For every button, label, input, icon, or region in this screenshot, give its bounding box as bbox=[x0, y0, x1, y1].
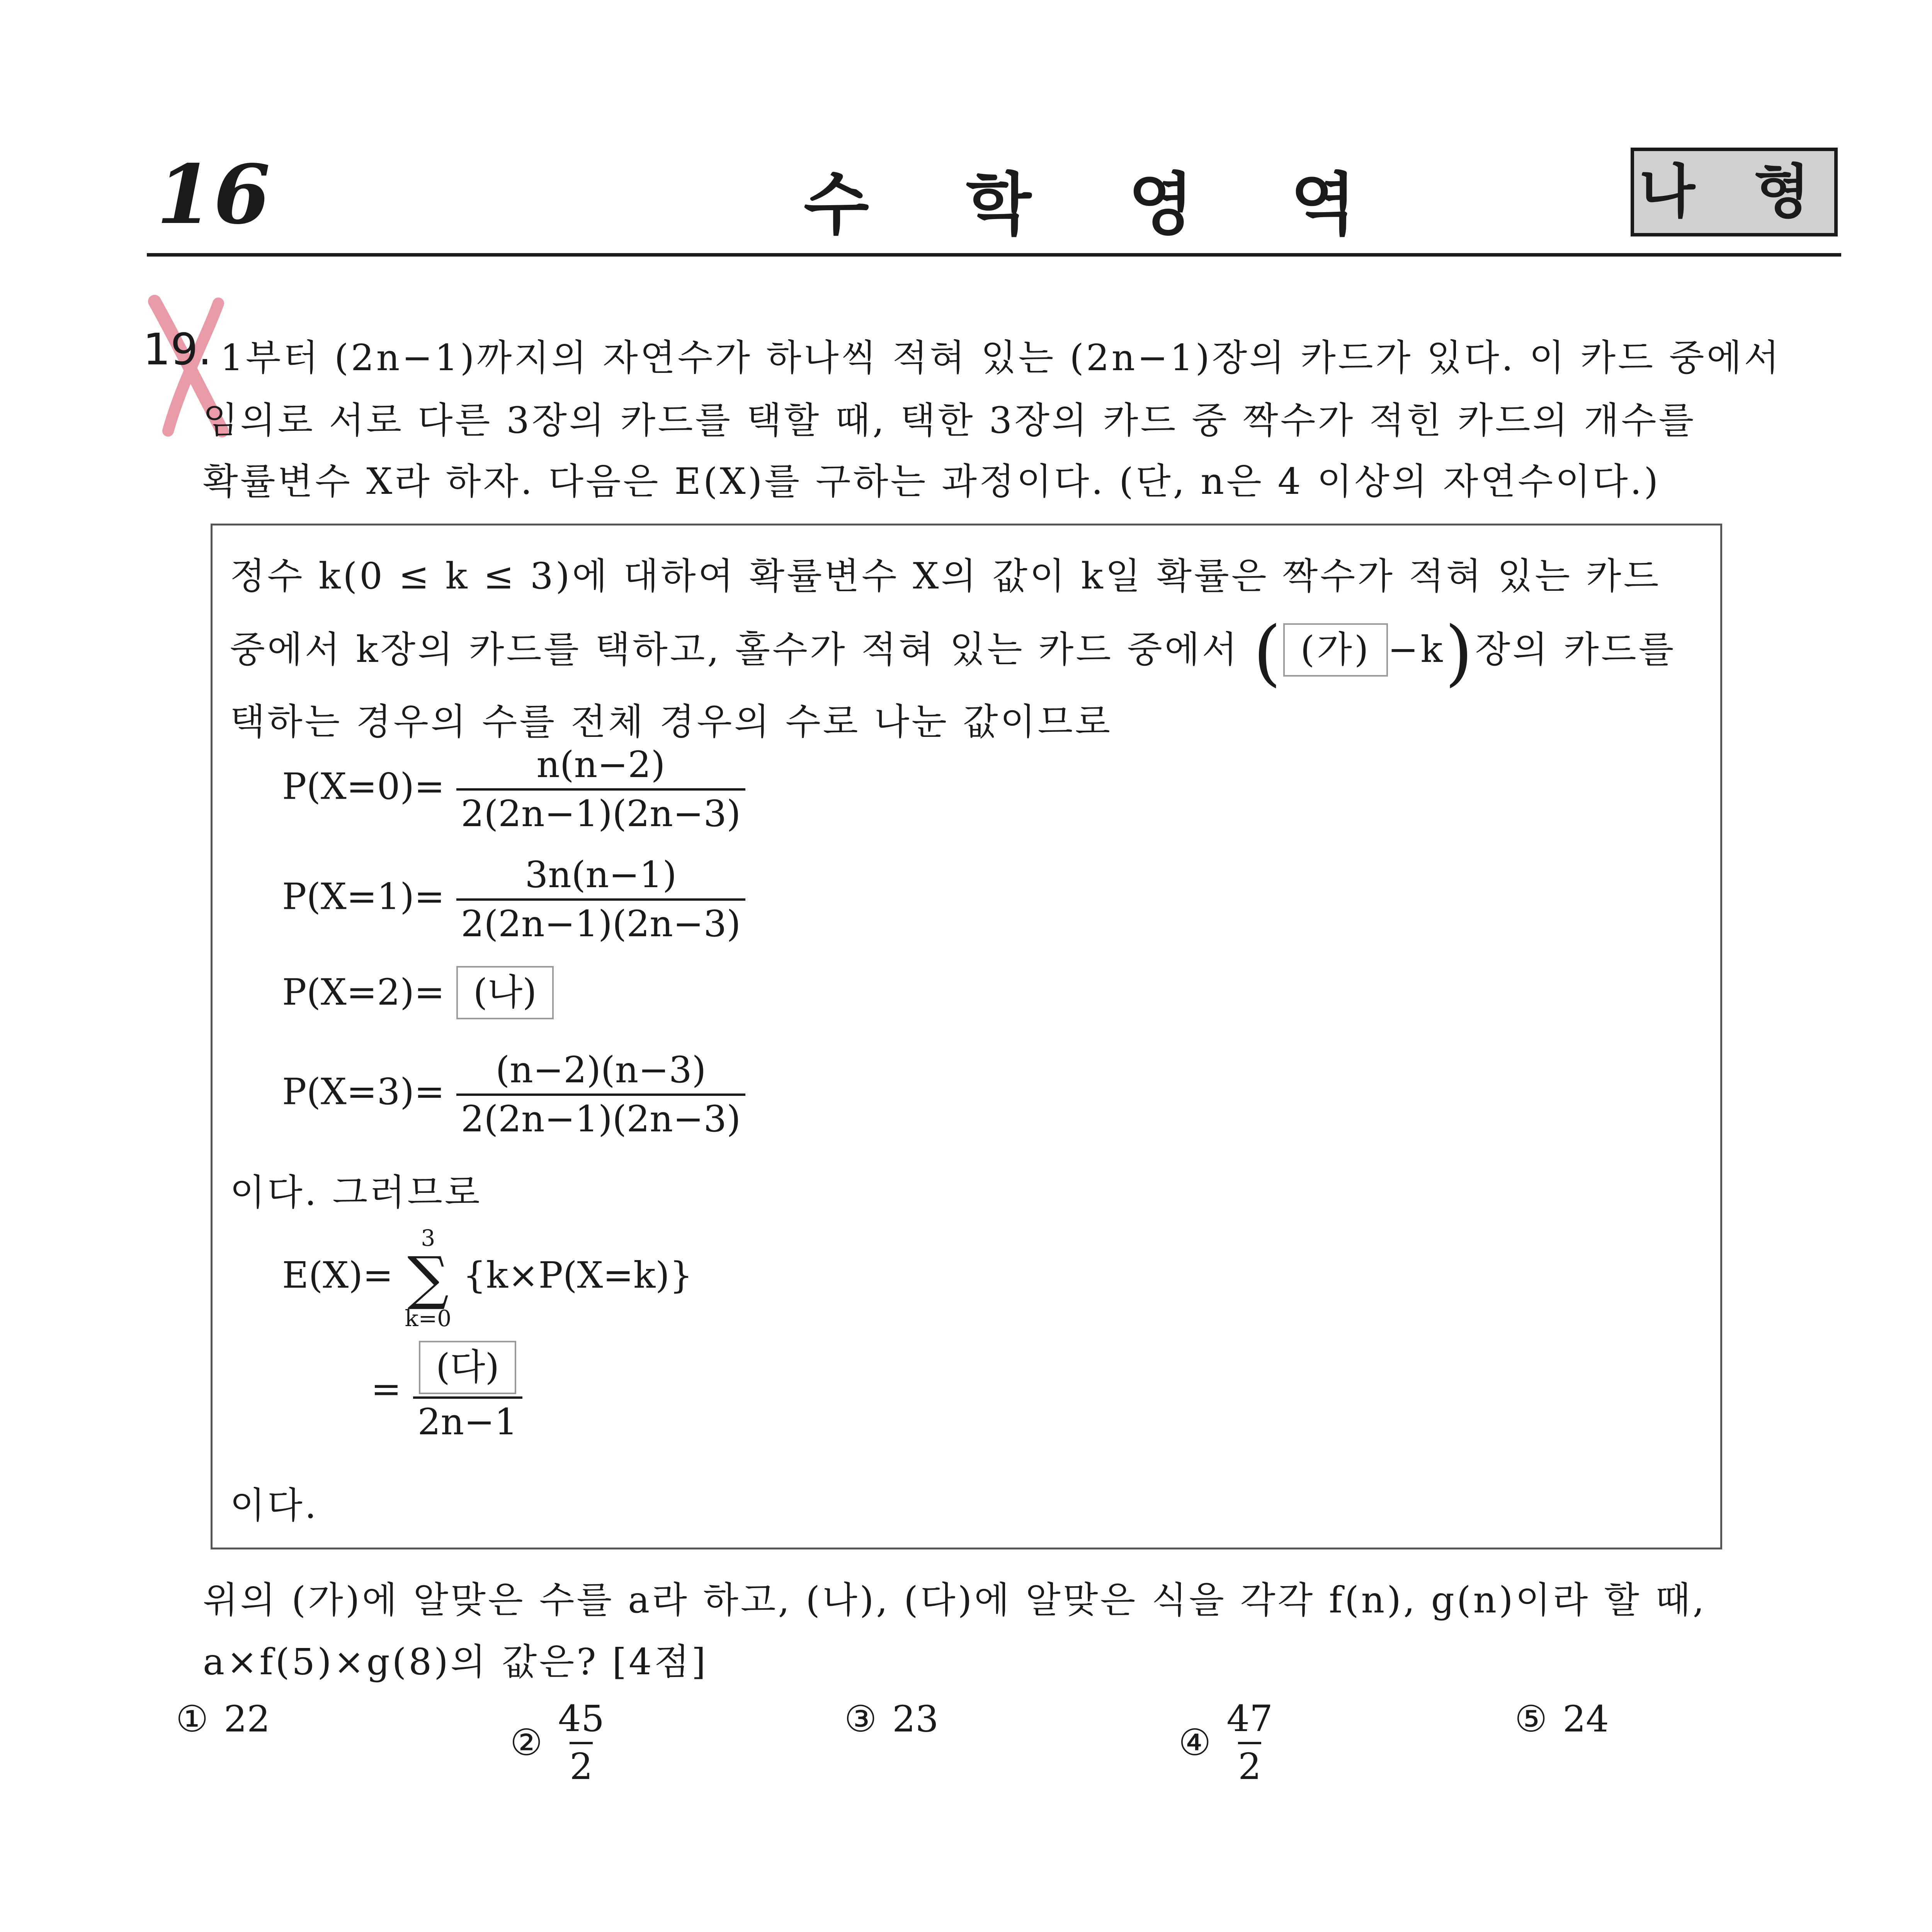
expectation-result bbox=[371, 1341, 522, 1443]
choice-5-marker: ⑤ bbox=[1515, 1698, 1548, 1740]
choice-4-marker: ④ bbox=[1179, 1722, 1211, 1764]
choice-3-value: 23 bbox=[892, 1698, 939, 1740]
question-line-2: a×f(5)×g(8)의 값은? [4점] bbox=[203, 1641, 708, 1683]
header-divider bbox=[147, 253, 1841, 257]
open-paren: ( bbox=[1253, 611, 1284, 694]
close-paren: ) bbox=[1445, 611, 1475, 694]
prob-x1-denominator: 2(2n−1)(2n−3) bbox=[456, 898, 745, 945]
blank-na: (나) bbox=[456, 966, 554, 1019]
prob-x3-denominator: 2(2n−1)(2n−3) bbox=[456, 1094, 745, 1140]
box-line-3: 택하는 경우의 수를 전체 경우의 수로 나눈 값이므로 bbox=[230, 701, 1113, 743]
box-line-2-pre: 중에서 k장의 카드를 택하고, 홀수가 적혀 있는 카드 중에서 bbox=[230, 629, 1240, 671]
choice-2-denominator: 2 bbox=[570, 1742, 593, 1790]
prob-x0-label: P(X=0)= bbox=[282, 765, 445, 808]
choice-5[interactable] bbox=[1515, 1698, 1609, 1740]
prob-x1-label: P(X=1)= bbox=[282, 876, 445, 918]
problem-line-3: 확률변수 X라 하자. 다음은 E(X)를 구하는 과정이다. (단, n은 4 이상의 자연수이다.) bbox=[203, 461, 1661, 503]
page-number: 16 bbox=[156, 147, 271, 242]
expectation-denominator: 2n−1 bbox=[413, 1396, 522, 1443]
expectation-numerator bbox=[414, 1341, 521, 1396]
prob-x3 bbox=[282, 1049, 745, 1140]
blank-da: (다) bbox=[419, 1341, 516, 1394]
prob-x1 bbox=[282, 854, 745, 945]
equals-sign: = bbox=[371, 1368, 401, 1410]
choice-4[interactable] bbox=[1179, 1696, 1273, 1789]
expectation-label: E(X)= bbox=[282, 1254, 393, 1297]
box-end-text: 이다. bbox=[230, 1485, 319, 1527]
prob-x3-label: P(X=3)= bbox=[282, 1071, 445, 1113]
choice-2-fraction bbox=[558, 1696, 604, 1789]
prob-x2-label: P(X=2)= bbox=[282, 971, 445, 1014]
prob-x0-denominator: 2(2n−1)(2n−3) bbox=[456, 788, 745, 835]
choice-1[interactable] bbox=[176, 1698, 270, 1740]
sum-lower-limit: k=0 bbox=[405, 1305, 452, 1332]
choice-4-denominator: 2 bbox=[1238, 1742, 1261, 1790]
prob-x1-fraction bbox=[456, 854, 745, 945]
choice-3[interactable] bbox=[844, 1698, 939, 1740]
choice-5-value: 24 bbox=[1563, 1698, 1609, 1740]
prob-x0-fraction bbox=[456, 744, 745, 835]
sum-body: {k×P(X=k)} bbox=[463, 1254, 693, 1297]
prob-x0 bbox=[282, 744, 745, 835]
box-line-1: 정수 k(0 ≤ k ≤ 3)에 대하여 확률변수 X의 값이 k일 확률은 짝수가 적혀 있는 카드 bbox=[230, 555, 1661, 597]
problem-line-2: 임의로 서로 다른 3장의 카드를 택할 때, 택한 3장의 카드 중 짝수가 적힌 카드의 개수를 bbox=[203, 400, 1696, 442]
box-line-2-post: 장의 카드를 bbox=[1475, 629, 1676, 671]
box-line-2 bbox=[230, 611, 1676, 694]
prob-x2 bbox=[282, 966, 554, 1019]
choice-1-marker: ① bbox=[176, 1698, 209, 1740]
prob-x1-numerator: 3n(n−1) bbox=[525, 854, 677, 896]
summation bbox=[405, 1227, 452, 1330]
subject-title: 수 학 영 역 bbox=[804, 166, 1393, 244]
sum-upper-limit: 3 bbox=[421, 1225, 435, 1251]
prob-x3-numerator: (n−2)(n−3) bbox=[495, 1049, 706, 1091]
box-line-2-mid: −k bbox=[1388, 629, 1445, 671]
choice-1-value: 22 bbox=[224, 1698, 270, 1740]
prob-x3-fraction bbox=[456, 1049, 745, 1140]
exam-type-badge: 나 형 bbox=[1631, 148, 1838, 236]
choice-3-marker: ③ bbox=[844, 1698, 877, 1740]
choice-2[interactable] bbox=[510, 1696, 604, 1789]
choice-2-numerator: 45 bbox=[558, 1698, 604, 1740]
prob-x0-numerator: n(n−2) bbox=[536, 744, 665, 786]
expectation-formula bbox=[282, 1227, 693, 1330]
choice-4-numerator: 47 bbox=[1226, 1698, 1273, 1740]
sigma-icon: ∑ bbox=[407, 1245, 449, 1312]
question-line-1: 위의 (가)에 알맞은 수를 a라 하고, (나), (다)에 알맞은 식을 각각 f(n), g(n)이라 할 때, bbox=[203, 1579, 1707, 1621]
box-conclusion-text: 이다. 그러므로 bbox=[230, 1172, 482, 1214]
problem-number: 19. bbox=[143, 325, 212, 375]
blank-ga: (가) bbox=[1283, 623, 1388, 677]
choice-4-fraction bbox=[1226, 1696, 1273, 1789]
expectation-fraction bbox=[413, 1341, 522, 1443]
problem-line-1: 1부터 (2n−1)까지의 자연수가 하나씩 적혀 있는 (2n−1)장의 카드가 있다. 이 카드 중에서 bbox=[220, 337, 1782, 379]
choice-2-marker: ② bbox=[510, 1722, 543, 1764]
